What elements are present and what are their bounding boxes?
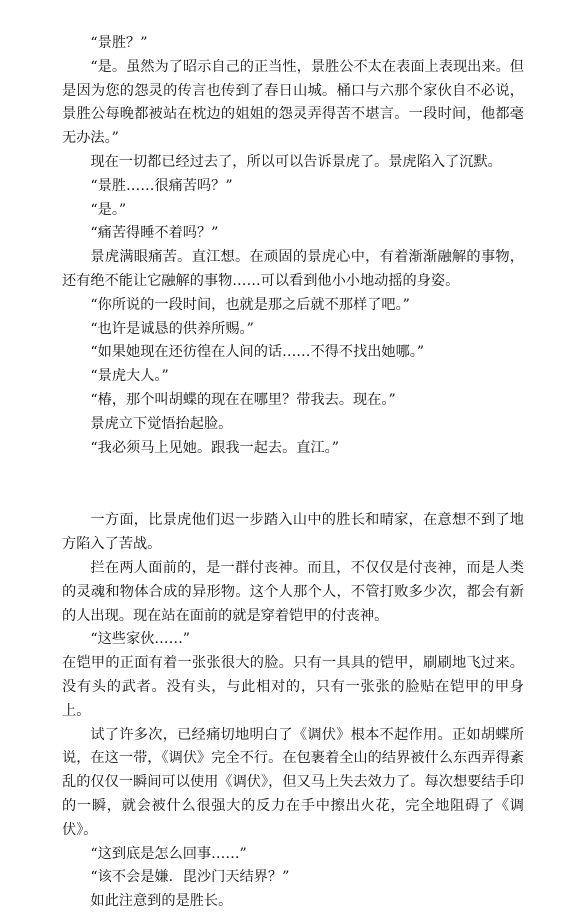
paragraph: 在铠甲的正面有着一张张很大的脸。只有一具具的铠甲，刷刷地飞过来。没有头的武者。没有头，与此相对的，只有一张张的脸贴在铠甲的甲身上。 [62, 655, 524, 719]
paragraph: 一方面，比景虎他们迟一步踏入山中的胜长和晴家，在意想不到了地方陷入了苦战。 [62, 512, 524, 553]
paragraph: 景虎立下觉悟抬起脸。 [90, 415, 233, 432]
paragraph: “这到底是怎么回事……” [90, 845, 247, 862]
paragraph: “该不会是嫌．毘沙门天结界？” [90, 869, 290, 886]
paragraph: “是。虽然为了昭示自己的正当性，景胜公不太在表面上表现出来。但是因为您的怨灵的传言也传到了春日山城。桶口与六那个家伙自不必说，景胜公每晚都被站在枕边的姐姐的怨灵弄得苦不堪言。一段时间，他都毫无办法。” [62, 58, 524, 147]
section-1 [62, 32, 524, 460]
paragraph: “痛苦得睡不着吗？” [90, 225, 219, 242]
paragraph: 如此注意到的是胜长。 [90, 893, 233, 910]
paragraph: “景胜……很痛苦吗？” [90, 177, 233, 194]
section-break [62, 460, 524, 509]
paragraph: 拦在两人面前的，是一群付丧神。而且，不仅仅是付丧神，而是人类的灵魂和物体合成的异形物。这个人那个人，不管打败多少次，都会有新的人出现。现在站在面前的就是穿着铠甲的付丧神。 [62, 559, 524, 624]
paragraph: “我必须马上见她。跟我一起去。直江。” [90, 439, 339, 456]
paragraph: 试了许多次，已经痛切地明白了《调伏》根本不起作用。正如胡蝶所说，在这一带，《调伏》完全不行。在包裹着全山的结界被什么东西弄得紊乱的仅仅一瞬间可以使用《调伏》，但又马上失去效力了。每次想要结手印的一瞬，就会被什么很强大的反力在手中擦出火花，完全地阻碍了《调伏》。 [62, 726, 524, 838]
paragraph: “也许是诚恳的供养所赐。” [90, 320, 254, 337]
paragraph: “景虎大人。” [90, 368, 169, 385]
paragraph: “是。” [90, 201, 127, 218]
paragraph: 景虎满眼痛苦。直江想。在顽固的景虎心中，有着渐渐融解的事物，还有绝不能让它融解的事物……可以看到他小小地动摇的身姿。 [62, 249, 524, 289]
section-2 [62, 509, 524, 914]
paragraph: “椿，那个叫胡蝶的现在在哪里？带我去。现在。” [90, 391, 396, 408]
paragraph: “这些家伙……” [90, 631, 191, 648]
paragraph: “你所说的一段时间，也就是那之后就不那样了吧。” [90, 296, 410, 313]
paragraph: “如果她现在还彷徨在人间的话……不得不找出她哪。” [90, 344, 425, 361]
paragraph: 现在一切都已经过去了，所以可以告诉景虎了。景虎陷入了沉默。 [90, 153, 502, 170]
document-page [62, 32, 524, 914]
paragraph: “景胜？” [90, 35, 148, 51]
